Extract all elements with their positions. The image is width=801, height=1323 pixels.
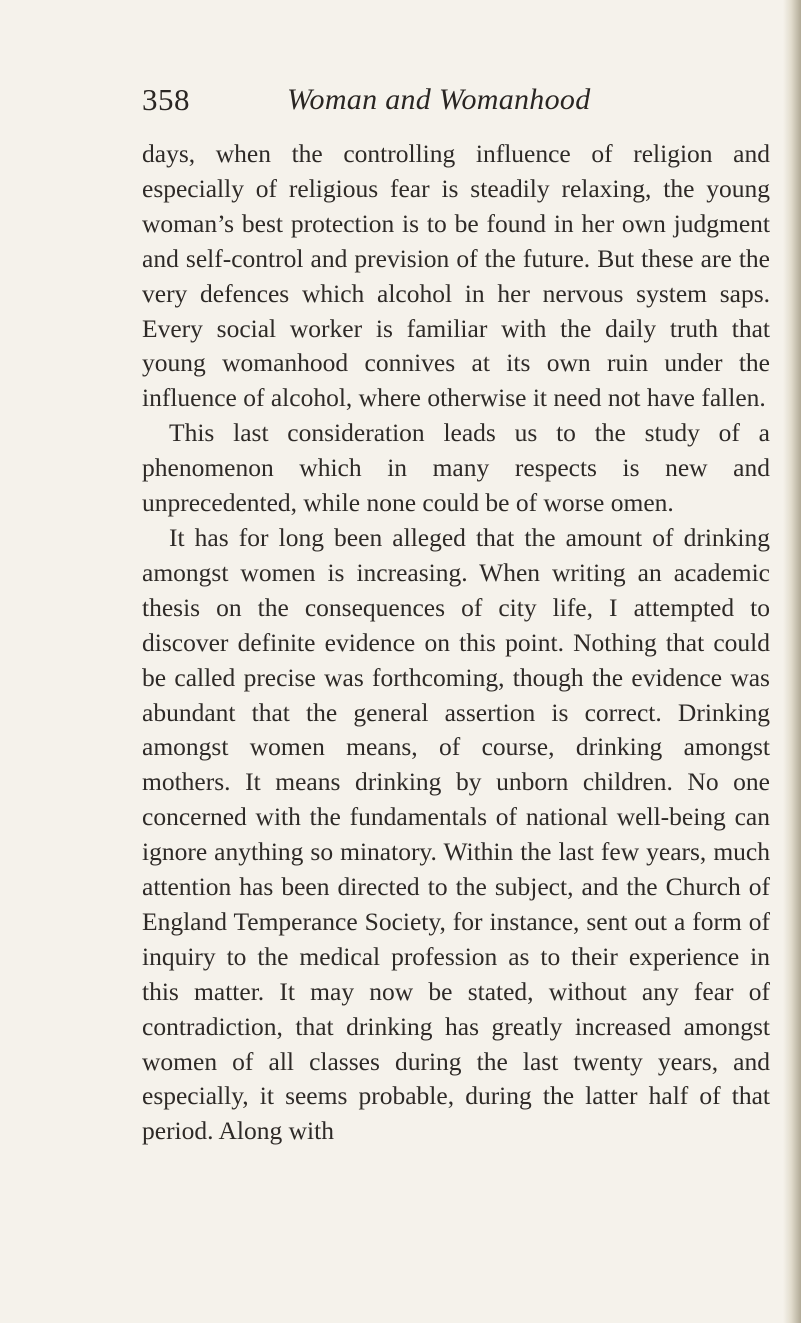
- running-title: Woman and Womanhood: [287, 83, 591, 116]
- paragraph-3: It has for long been alleged that the amount of drinking amongst women is increasing. When writing an academic thesis on the consequences of city life, I attempted to discover definite evidence on this point. Nothing that could be called precise was forthcoming, though the evidence was abundant that the general assertion is correct. Drinking amongst women means, of course, drinking amongst mothers. It means drinking by unborn children. No one concerned with the fundamentals of national well-being can ignore anything so minatory. Within the last few years, much attention has been directed to the subject, and the Church of England Temperance Society, for instance, sent out a form of inquiry to the medical profession as to their experience in this matter. It may now be stated, without any fear of contradiction, that drinking has greatly increased amongst women of all classes during the last twenty years, and especially, it seems probable, during the latter half of that period. Along with: [142, 522, 770, 1146]
- body-text: [142, 137, 770, 1149]
- paragraph-1: days, when the controlling influence of religion and especially of religious fear is steadily relaxing, the young woman’s best protection is to be found in her own judgment and self-control and prevision of the future. But these are the very defences which alcohol in her nervous system saps. Every social worker is familiar with the daily truth that young womanhood connives at its own ruin under the influence of alcohol, where otherwise it need not have fallen.: [142, 139, 770, 413]
- paragraph-2: This last consideration leads us to the study of a phenomenon which in many respects is new and unprecedented, while none could be of worse omen.: [142, 418, 770, 518]
- page-edge-shadow: [783, 0, 801, 1323]
- page-header: [142, 76, 742, 124]
- page-number: 358: [142, 82, 190, 117]
